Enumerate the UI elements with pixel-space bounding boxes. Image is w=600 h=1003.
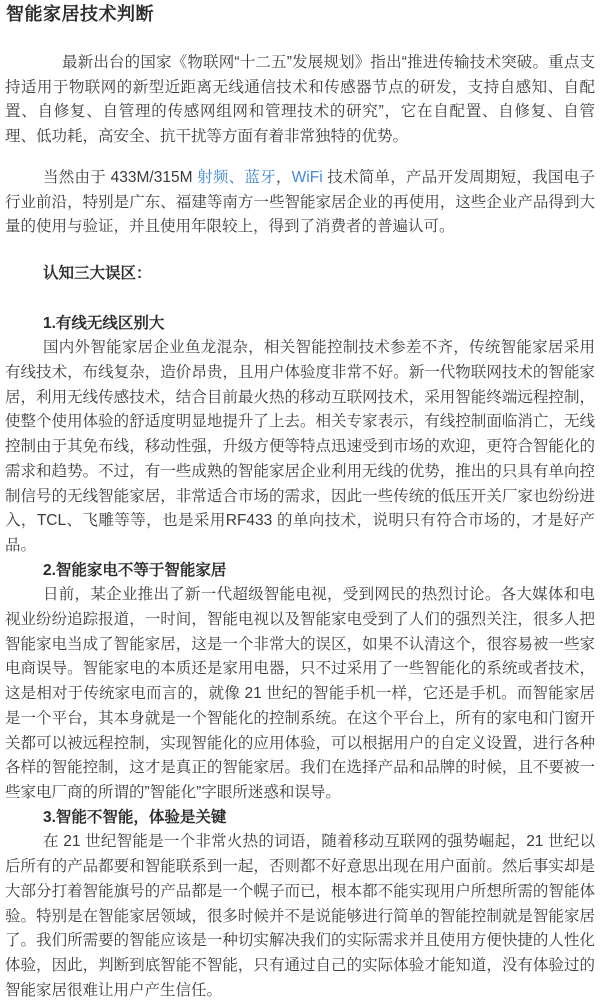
- text-segment: 技术简单，产品开发周期短，我国电子行业前沿，特别是广东、福建等南方一些智能家居企业的再使用，这些企业产品得到大量的使用与验证，并且使用年限较上，得到了消费者的普遍认可。: [5, 168, 595, 236]
- text-segment: ，: [275, 168, 292, 186]
- text-segment: 在 21 世纪智能是一个非常火热的词语，随着移动互联网的强势崛起，21 世纪以后所有的产品都要和智能联系到一起，否则都不好意思出现在用户面前。然后事实却是大部分打着智能旗号的产品都是一个幌子而已，根本都不能实现用户所想所需的智能体验。特别是在智能家居领域，很多时候并不是说能够进行简单的智能控制就是智能家居了。我们所需要的智能应该是一种切实解决我们的实际需求并且使用方便快捷的人性化体验，因此，判断到底智能不智能，只有通过自己的实际体验才能知道，没有体验过的智能家居很难让用户产生信任。: [5, 833, 595, 999]
- text-segment: 国内外智能家居企业鱼龙混杂，相关智能控制技术参差不齐，传统智能家居采用有线技术，布线复杂，造价昂贵，且用户体验度非常不好。新一代物联网技术的智能家居，利用无线传感技术，结合目前最火热的移动互联网技术，采用智能终端远程控制，使整个使用体验的舒适度明显地提升了上去。相关专家表示，有线控制面临消亡，无线控制由于其免布线，移动性强，升级方便等特点迅速受到市场的欢迎，更符合智能化的需求和趋势。不过，有一些成熟的智能家居企业利用无线的优势，推出的只具有单向控制信号的无线智能家居，非常适合市场的需求，因此一些传统的低压开关厂家也纷纷进入，TCL、飞雕等等，也是采用RF433 的单向技术，说明只有符合市场的，才是好产品。: [5, 339, 595, 554]
- paragraph: [5, 166, 595, 240]
- text-segment: 当然由于 433M/315M: [43, 168, 198, 186]
- text-segment: 认知三大误区：: [43, 264, 152, 282]
- section-heading: [5, 806, 595, 831]
- page-title: 智能家居技术判断: [6, 4, 154, 24]
- text-segment: 最新出台的国家《物联网“十二五”发展规划》指出“推进传输技术突破。重点支持适用于物联网的新型近距离无线通信技术和传感器节点的研发，支持自感知、自配置、自修复、自管理的传感网组网和管理技术的研究”，它在自配置、自修复、自管理、低功耗，高安全、抗干扰等方面有着非常独特的优势。: [5, 54, 595, 146]
- text-segment: 3.智能不智能，体验是关键: [43, 808, 227, 826]
- section-heading: [5, 312, 595, 337]
- section-heading: [5, 559, 595, 584]
- text-segment: 1.有线无线区别大: [43, 314, 165, 332]
- inline-link[interactable]: 蓝牙: [244, 168, 276, 186]
- document-body: [5, 51, 595, 1003]
- inline-link[interactable]: 射频: [197, 168, 229, 186]
- paragraph: [5, 830, 595, 1003]
- text-segment: 2.智能家电不等于智能家居: [43, 561, 227, 579]
- paragraph: [5, 336, 595, 558]
- paragraph: [5, 51, 595, 150]
- text-segment: 日前，某企业推出了新一代超级智能电视，受到网民的热烈讨论。各大媒体和电视业纷纷追踪报道，一时间，智能电视以及智能家电受到了人们的强烈关注，很多人把智能家电当成了智能家居，这是一个非常大的误区，如果不认清这个，很容易被一些家电商误导。智能家电的本质还是家用电器，只不过采用了一些智能化的系统或者技术，这是相对于传统家电而言的，就像 21 世纪的智能手机一样，它还是手机。而智能家居是一个平台，其本身就是一个智能化的控制系统。在这个平台上，所有的家电和门窗开关都可以被远程控制，实现智能化的应用体验，可以根据用户的自定义设置，进行各种各样的智能控制，这才是真正的智能家居。我们在选择产品和品牌的时候，且不要被一些家电厂商的所谓的”智能化”字眼所迷惑和误导。: [5, 586, 595, 801]
- paragraph: [5, 583, 595, 805]
- inline-link[interactable]: WiFi: [291, 168, 323, 186]
- inline-link[interactable]: 、: [228, 168, 245, 186]
- section-heading: [5, 262, 595, 287]
